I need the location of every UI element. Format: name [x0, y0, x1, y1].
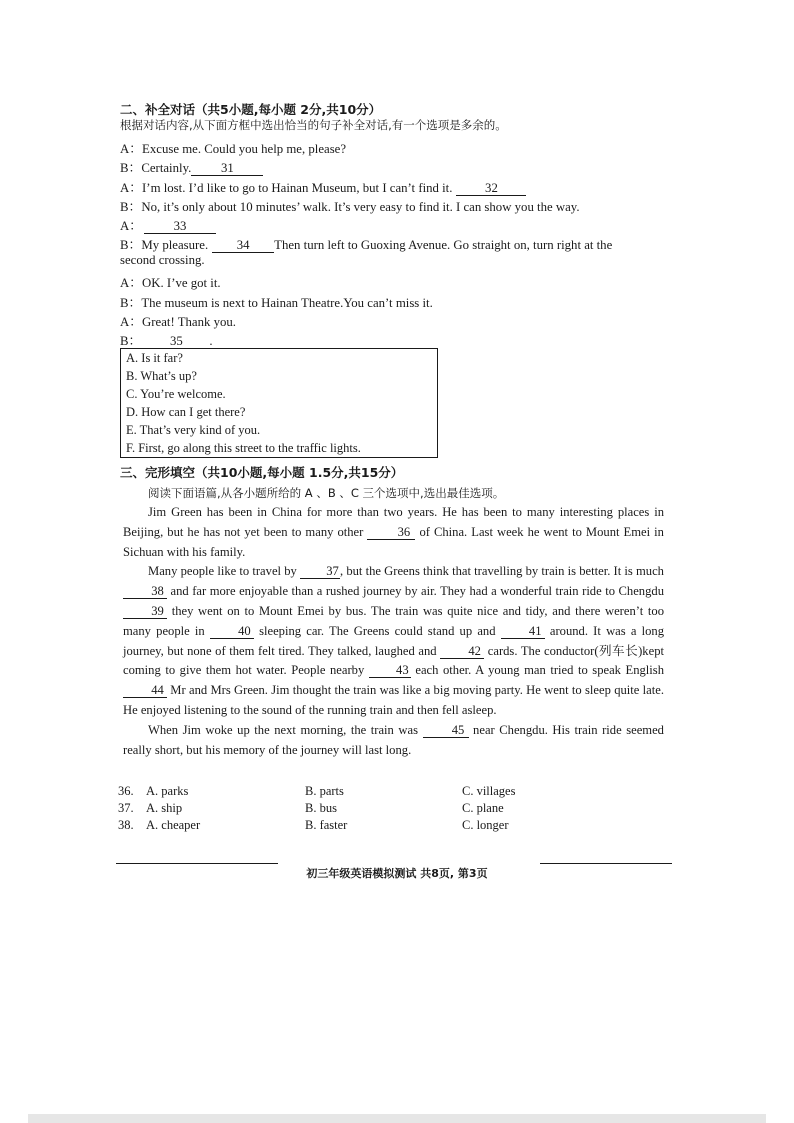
- answer-blank-34: 34: [212, 239, 274, 253]
- choice-b: B. faster: [305, 818, 348, 832]
- answer-blank-32: 32: [456, 182, 526, 196]
- passage-text: Jim Green has been in China for more than two years. He has been to many interesting places in Beijing, but he has not yet been to many other: [123, 505, 664, 539]
- cloze-blank-41: 41: [501, 625, 545, 639]
- dialogue-text: Excuse me. Could you help me, please?: [142, 142, 347, 156]
- cloze-blank-37: 37: [300, 565, 340, 579]
- cloze-blank-42: 42: [440, 645, 484, 659]
- choice-b: B. bus: [305, 801, 337, 815]
- footer-rule-right: [540, 863, 672, 864]
- section-3-instruction: 阅读下面语篇,从各小题所给的 A 、B 、C 三个选项中,选出最佳选项。: [148, 486, 505, 500]
- choice-a: A. parks: [146, 784, 189, 798]
- speaker-label: B：: [120, 334, 142, 348]
- dialogue-line: [120, 157, 263, 176]
- dialogue-text: Then turn left to Guoxing Avenue. Go straight on, turn right at the: [274, 238, 613, 252]
- question-number: 36.: [118, 784, 134, 798]
- speaker-label: B：: [120, 161, 142, 175]
- dialogue-line: [120, 138, 346, 157]
- passage-paragraph-3: [123, 721, 664, 761]
- section-2-instruction: 根据对话内容,从下面方框中选出恰当的句子补全对话,有一个选项是多余的。: [120, 118, 507, 132]
- passage-text: near Chengdu. His train ride seemed really short, but his memory of the journey will last long.: [123, 722, 664, 757]
- choice-a: A. ship: [146, 801, 183, 815]
- dialogue-text: Certainly.: [141, 161, 192, 175]
- passage-text: each other. A young man tried to speak English: [410, 663, 664, 678]
- speaker-label: A：: [120, 142, 143, 156]
- option-a: A. Is it far?: [126, 351, 183, 365]
- passage-text: , but the Greens think that travelling by train is better. It is much: [340, 564, 664, 579]
- option-d: D. How can I get there?: [126, 405, 246, 419]
- option-f: F. First, go along this street to the traffic lights.: [126, 441, 361, 455]
- dialogue-line: [120, 311, 236, 330]
- speaker-label: B：: [120, 200, 142, 214]
- options-box: [120, 348, 438, 458]
- dialogue-text: No, it’s only about 10 minutes’ walk. It’s very easy to find it. I can show you the way.: [141, 200, 580, 214]
- passage-text: and far more enjoyable than a rushed journey by air. They had a wonderful train ride to Chengdu: [167, 584, 664, 599]
- speaker-label: A：: [120, 219, 143, 233]
- dialogue-line: [120, 330, 213, 349]
- passage-text: cards. The conductor(列车长)kept coming to give them hot water. People nearby: [123, 643, 664, 678]
- passage-text: of China. Last week he went to Mount Emei in Sichuan with his family.: [123, 524, 664, 559]
- question-number: 38.: [118, 818, 134, 832]
- choice-c: C. villages: [462, 784, 516, 798]
- dialogue-line: [120, 234, 612, 253]
- passage-text: sleeping car. The Greens could stand up and: [253, 623, 501, 638]
- passage-text: they went on to Mount Emei by bus. The train was quite nice and tidy, and there weren’t too many people in: [123, 603, 664, 638]
- option-e: E. That’s very kind of you.: [126, 423, 261, 437]
- answer-blank-33: 33: [144, 220, 216, 234]
- dialogue-text: My pleasure.: [141, 238, 209, 252]
- dialogue-line: [120, 177, 526, 196]
- dialogue-line: [120, 272, 221, 291]
- passage-text: Mr and Mrs Green. Jim thought the train was like a big moving party. He went to sleep quite late. He enjoyed listening to the sound of the running train and then fell asleep.: [123, 683, 664, 717]
- passage-paragraph-2: [123, 562, 664, 720]
- dialogue-text: The museum is next to Hainan Theatre.You can’t miss it.: [141, 296, 433, 310]
- answer-blank-35: 35: [143, 335, 209, 349]
- passage-paragraph-1: [123, 503, 664, 562]
- answer-blank-31: 31: [191, 162, 263, 176]
- choice-c: C. longer: [462, 818, 509, 832]
- section-3-title: 三、完形填空（共10小题,每小题 1.5分,共15分）: [120, 465, 404, 480]
- speaker-label: A：: [120, 181, 143, 195]
- section-2-title: 二、补全对话（共5小题,每小题 2分,共10分）: [120, 102, 382, 117]
- dialogue-line: [120, 215, 216, 234]
- cloze-blank-36: 36: [367, 526, 415, 540]
- option-b: B. What’s up?: [126, 369, 197, 383]
- dialogue-line: [120, 292, 433, 311]
- dialogue-text: .: [209, 334, 213, 348]
- speaker-label: B：: [120, 238, 142, 252]
- cloze-passage: [123, 503, 664, 760]
- page-footer: 初三年级英语模拟测试 共8页, 第3页: [306, 867, 488, 880]
- question-number: 37.: [118, 801, 134, 815]
- dialogue-line: [120, 253, 205, 268]
- cloze-blank-44: 44: [123, 684, 167, 698]
- cloze-blank-45: 45: [423, 724, 469, 738]
- cloze-blank-43: 43: [369, 664, 411, 678]
- cloze-blank-39: 39: [123, 605, 167, 619]
- speaker-label: B：: [120, 296, 142, 310]
- speaker-label: A：: [120, 276, 143, 290]
- dialogue-text: Great! Thank you.: [142, 315, 236, 329]
- choice-a: A. cheaper: [146, 818, 201, 832]
- choice-c: C. plane: [462, 801, 504, 815]
- dialogue-text: I’m lost. I’d like to go to Hainan Museum, but I can’t find it.: [142, 181, 453, 195]
- passage-text: When Jim woke up the next morning, the train was: [148, 722, 423, 737]
- cloze-blank-40: 40: [210, 625, 254, 639]
- passage-text: Many people like to travel by: [148, 564, 300, 579]
- cloze-blank-38: 38: [123, 585, 167, 599]
- option-c: C. You’re welcome.: [126, 387, 226, 401]
- choice-b: B. parts: [305, 784, 344, 798]
- passage-text: around. It was a long journey, but none of them felt tired. They talked, laughed and: [123, 623, 664, 658]
- dialogue-text: OK. I’ve got it.: [142, 276, 221, 290]
- dialogue-text: second crossing.: [120, 253, 205, 267]
- footer-rule-left: [116, 863, 278, 864]
- speaker-label: A：: [120, 315, 143, 329]
- dialogue-line: [120, 196, 580, 215]
- scan-edge: [28, 1114, 766, 1123]
